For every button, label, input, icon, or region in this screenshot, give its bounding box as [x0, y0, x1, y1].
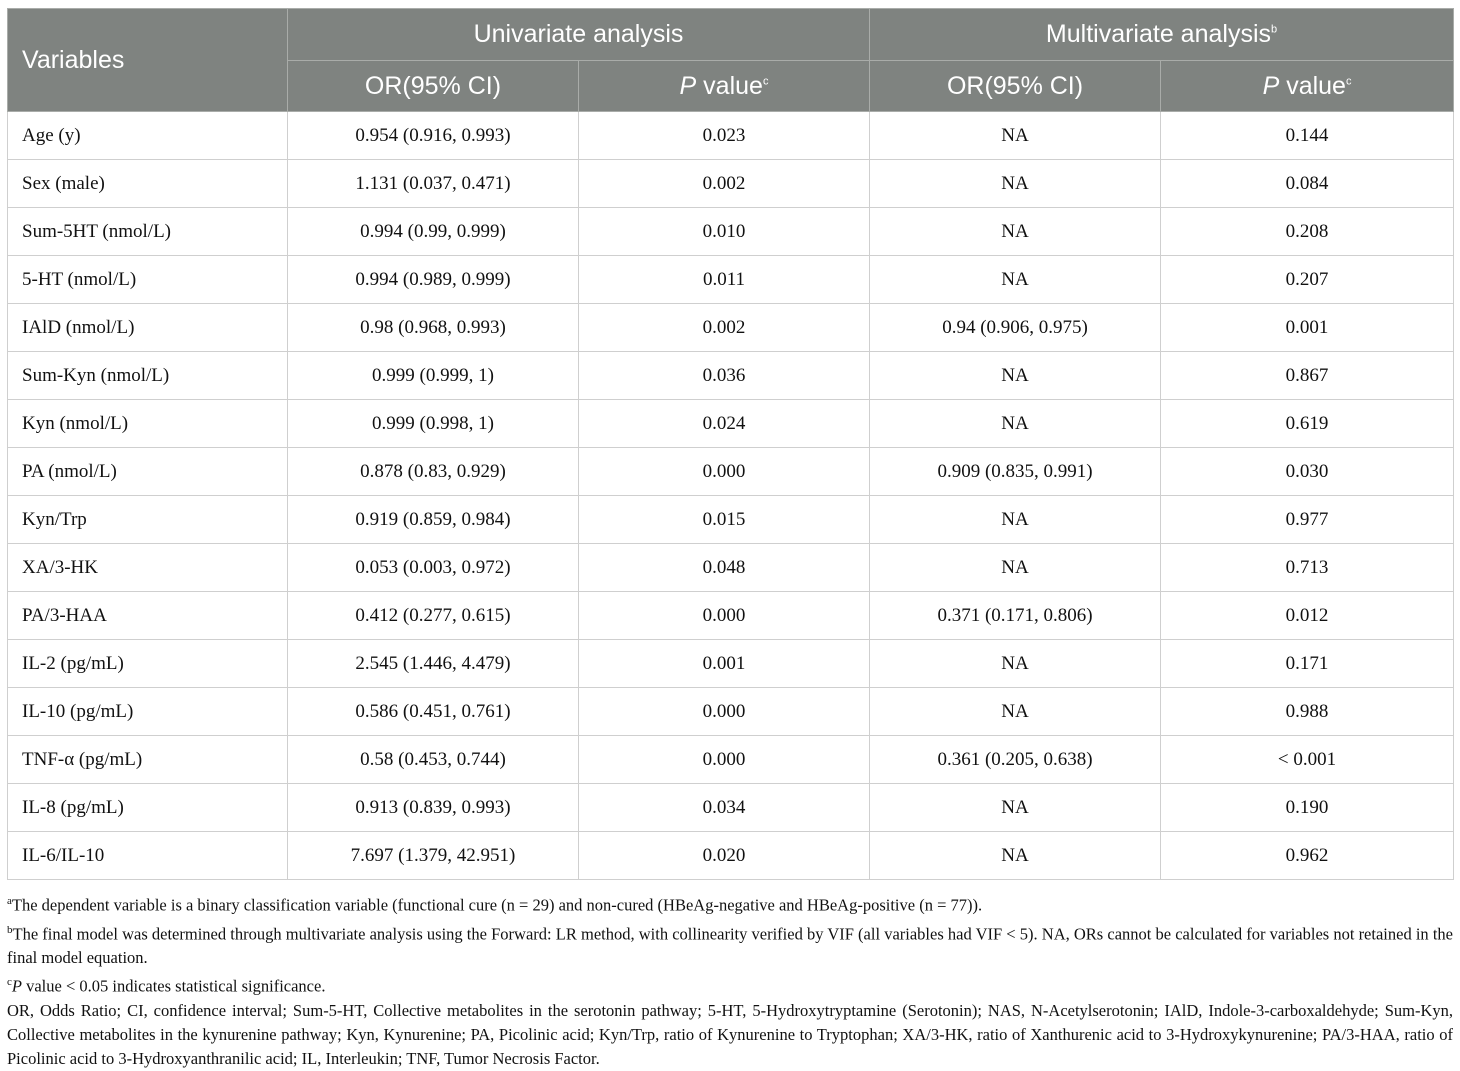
- table-row: [8, 736, 1454, 784]
- header-p-sup: c: [1345, 75, 1352, 88]
- cell-multivariate-or: NA: [870, 544, 1161, 592]
- table-row: [8, 304, 1454, 352]
- cell-multivariate-or: NA: [870, 784, 1161, 832]
- header-p-rest: value: [696, 71, 763, 100]
- cell-univariate-or: 0.58 (0.453, 0.744): [288, 736, 579, 784]
- footnote-a-marker: a: [7, 895, 12, 907]
- table-row: [8, 256, 1454, 304]
- cell-multivariate-p: 0.988: [1161, 688, 1454, 736]
- cell-univariate-p: 0.000: [579, 736, 870, 784]
- cell-variable: XA/3-HK: [8, 544, 288, 592]
- cell-univariate-p: 0.048: [579, 544, 870, 592]
- cell-variable: Age (y): [8, 112, 288, 160]
- header-p-italic: P: [679, 71, 697, 100]
- cell-univariate-p: 0.002: [579, 304, 870, 352]
- table-row: [8, 496, 1454, 544]
- cell-multivariate-or: NA: [870, 640, 1161, 688]
- footnote-b: [7, 918, 1453, 971]
- cell-univariate-p: 0.001: [579, 640, 870, 688]
- cell-multivariate-p: 0.084: [1161, 160, 1454, 208]
- table-body: [8, 112, 1454, 880]
- cell-variable: Sum-Kyn (nmol/L): [8, 352, 288, 400]
- cell-variable: IL-6/IL-10: [8, 832, 288, 880]
- cell-variable: Sex (male): [8, 160, 288, 208]
- footnote-c: [7, 970, 1453, 999]
- table-row: [8, 208, 1454, 256]
- cell-multivariate-or: NA: [870, 496, 1161, 544]
- cell-univariate-p: 0.000: [579, 688, 870, 736]
- cell-variable: PA/3-HAA: [8, 592, 288, 640]
- cell-univariate-or: 0.412 (0.277, 0.615): [288, 592, 579, 640]
- cell-univariate-or: 0.913 (0.839, 0.993): [288, 784, 579, 832]
- cell-univariate-or: 0.919 (0.859, 0.984): [288, 496, 579, 544]
- cell-multivariate-p: 0.012: [1161, 592, 1454, 640]
- cell-multivariate-p: 0.977: [1161, 496, 1454, 544]
- header-univariate-or: OR(95% CI): [288, 61, 579, 112]
- cell-variable: PA (nmol/L): [8, 448, 288, 496]
- cell-variable: Kyn/Trp: [8, 496, 288, 544]
- header-univariate-p: [579, 61, 870, 112]
- cell-univariate-p: 0.011: [579, 256, 870, 304]
- cell-multivariate-p: < 0.001: [1161, 736, 1454, 784]
- cell-variable: IL-2 (pg/mL): [8, 640, 288, 688]
- cell-multivariate-or: 0.94 (0.906, 0.975): [870, 304, 1161, 352]
- cell-multivariate-p: 0.619: [1161, 400, 1454, 448]
- cell-multivariate-p: 0.190: [1161, 784, 1454, 832]
- table-row: [8, 448, 1454, 496]
- table-row: [8, 544, 1454, 592]
- footnote-c-text: value < 0.05 indicates statistical significance.: [21, 976, 326, 996]
- cell-univariate-or: 7.697 (1.379, 42.951): [288, 832, 579, 880]
- footnote-abbreviations: OR, Odds Ratio; CI, confidence interval; Sum-5-HT, Collective metabolites in the serotonin pathway; 5-HT, 5-Hydroxytryptamine (Serotonin); NAS, N-Acetylserotonin; IAlD, Indole-3-carboxaldehyde; Sum-Kyn, Collective metabolites in the kynurenine pathway; Kyn, Kynurenine; PA, Picolinic acid; Kyn/Trp, ratio of Kynurenine to Tryptophan; XA/3-HK, ratio of Xanthurenic acid to 3-Hydroxykynurenine; PA/3-HAA, ratio of Picolinic acid to 3-Hydroxyanthranilic acid; IL, Interleukin; TNF, Tumor Necrosis Factor.: [7, 1000, 1453, 1068]
- cell-univariate-p: 0.034: [579, 784, 870, 832]
- footnote-c-marker: c: [7, 976, 12, 988]
- table-row: [8, 688, 1454, 736]
- cell-variable: TNF-α (pg/mL): [8, 736, 288, 784]
- cell-multivariate-p: 0.030: [1161, 448, 1454, 496]
- table-row: [8, 784, 1454, 832]
- footnote-c-italic: P: [11, 976, 22, 996]
- cell-multivariate-or: 0.909 (0.835, 0.991): [870, 448, 1161, 496]
- cell-multivariate-or: NA: [870, 688, 1161, 736]
- cell-multivariate-or: NA: [870, 208, 1161, 256]
- cell-univariate-or: 0.98 (0.968, 0.993): [288, 304, 579, 352]
- cell-variable: IAlD (nmol/L): [8, 304, 288, 352]
- cell-multivariate-or: NA: [870, 352, 1161, 400]
- cell-univariate-or: 0.954 (0.916, 0.993): [288, 112, 579, 160]
- cell-multivariate-p: 0.207: [1161, 256, 1454, 304]
- cell-variable: Sum-5HT (nmol/L): [8, 208, 288, 256]
- header-p-rest: value: [1279, 71, 1346, 100]
- cell-multivariate-or: NA: [870, 400, 1161, 448]
- cell-multivariate-or: NA: [870, 832, 1161, 880]
- table-row: [8, 400, 1454, 448]
- table-row: [8, 160, 1454, 208]
- cell-univariate-p: 0.023: [579, 112, 870, 160]
- table-row: [8, 352, 1454, 400]
- cell-multivariate-p: 0.713: [1161, 544, 1454, 592]
- cell-univariate-or: 0.999 (0.998, 1): [288, 400, 579, 448]
- header-variables: Variables: [8, 9, 288, 112]
- cell-univariate-or: 0.586 (0.451, 0.761): [288, 688, 579, 736]
- cell-univariate-or: 0.053 (0.003, 0.972): [288, 544, 579, 592]
- cell-univariate-p: 0.015: [579, 496, 870, 544]
- cell-multivariate-or: NA: [870, 112, 1161, 160]
- cell-multivariate-p: 0.144: [1161, 112, 1454, 160]
- cell-multivariate-p: 0.962: [1161, 832, 1454, 880]
- cell-multivariate-or: NA: [870, 256, 1161, 304]
- cell-multivariate-p: 0.171: [1161, 640, 1454, 688]
- cell-univariate-p: 0.020: [579, 832, 870, 880]
- footnote-b-text: The final model was determined through multivariate analysis using the Forward: LR method, with collinearity verified by VIF (all variables had VIF < 5). NA, ORs cannot be calculated for variables not retained in the final model equation.: [7, 924, 1453, 967]
- cell-variable: 5-HT (nmol/L): [8, 256, 288, 304]
- header-p-sup: c: [762, 75, 769, 88]
- footnote-a-text: The dependent variable is a binary classification variable (functional cure (n = 29) and non-cured (HBeAg-negative and HBeAg-positive (n = 77)).: [11, 895, 983, 915]
- header-multivariate-or: OR(95% CI): [870, 61, 1161, 112]
- header-multivariate: [870, 9, 1454, 61]
- cell-univariate-or: 1.131 (0.037, 0.471): [288, 160, 579, 208]
- table-row: [8, 832, 1454, 880]
- cell-multivariate-or: 0.361 (0.205, 0.638): [870, 736, 1161, 784]
- cell-variable: IL-10 (pg/mL): [8, 688, 288, 736]
- table-row: [8, 112, 1454, 160]
- footnote-a: [7, 889, 1453, 918]
- cell-univariate-p: 0.010: [579, 208, 870, 256]
- cell-univariate-or: 0.878 (0.83, 0.929): [288, 448, 579, 496]
- footnote-b-marker: b: [7, 923, 13, 936]
- header-univariate: Univariate analysis: [288, 9, 870, 61]
- cell-univariate-or: 0.994 (0.99, 0.999): [288, 208, 579, 256]
- cell-univariate-p: 0.000: [579, 448, 870, 496]
- table-row: [8, 640, 1454, 688]
- cell-multivariate-or: NA: [870, 160, 1161, 208]
- cell-multivariate-p: 0.208: [1161, 208, 1454, 256]
- header-multivariate-sup: b: [1271, 23, 1278, 36]
- cell-univariate-or: 0.999 (0.999, 1): [288, 352, 579, 400]
- cell-univariate-p: 0.000: [579, 592, 870, 640]
- cell-multivariate-or: 0.371 (0.171, 0.806): [870, 592, 1161, 640]
- cell-univariate-or: 0.994 (0.989, 0.999): [288, 256, 579, 304]
- table-footnotes: [7, 889, 1453, 1071]
- cell-univariate-p: 0.002: [579, 160, 870, 208]
- results-table: [7, 8, 1454, 880]
- cell-variable: IL-8 (pg/mL): [8, 784, 288, 832]
- cell-multivariate-p: 0.867: [1161, 352, 1454, 400]
- cell-univariate-or: 2.545 (1.446, 4.479): [288, 640, 579, 688]
- header-p-italic: P: [1262, 71, 1280, 100]
- cell-univariate-p: 0.036: [579, 352, 870, 400]
- cell-univariate-p: 0.024: [579, 400, 870, 448]
- header-multivariate-label: Multivariate analysis: [1045, 20, 1271, 48]
- cell-variable: Kyn (nmol/L): [8, 400, 288, 448]
- table-container: [7, 8, 1453, 1071]
- cell-multivariate-p: 0.001: [1161, 304, 1454, 352]
- table-row: [8, 592, 1454, 640]
- header-multivariate-p: [1161, 61, 1454, 112]
